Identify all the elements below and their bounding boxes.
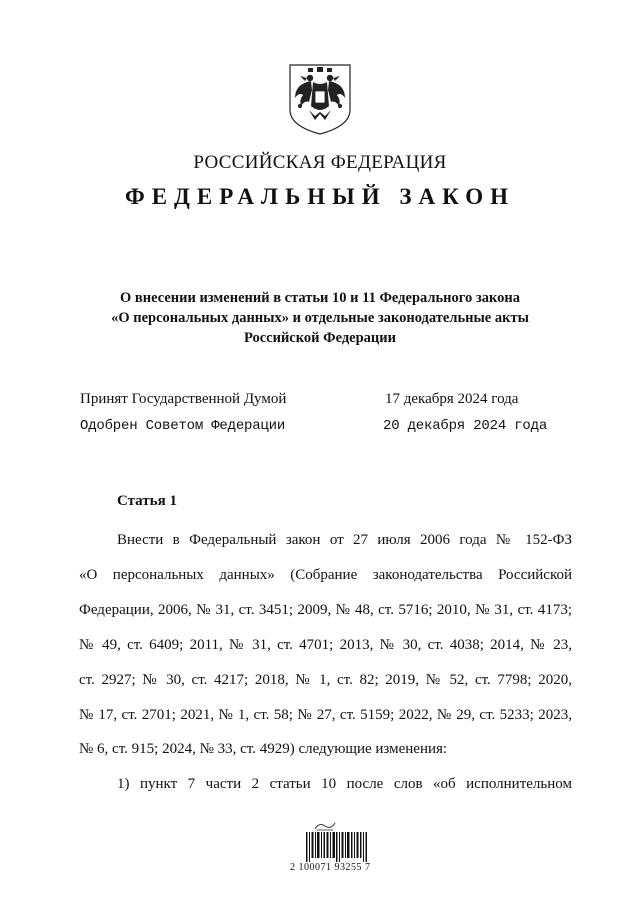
law-title-line: Российской Федерации [243, 330, 396, 346]
article-text-line: № 17, ст. 2701; 2021, № 1, ст. 58; № 27, ст. 5159; 2022, № 29, ст. 5233; 2023, [79, 707, 572, 723]
article-heading: Статья 1 [117, 493, 177, 509]
article-text-line: 1) пункт 7 части 2 статьи 10 после слов «об исполнительном [117, 776, 572, 792]
article-text-line: № 49, ст. 6409; 2011, № 31, ст. 4701; 2013, № 30, ст. 4038; 2014, № 23, [79, 637, 572, 653]
law-title-line: О внесении изменений в статьи 10 и 11 Федерального закона [120, 290, 520, 306]
barcode-icon [306, 832, 368, 862]
article-text-line: ст. 2927; № 30, ст. 4217; 2018, № 1, ст. 82; 2019, № 52, ст. 7798; 2020, [79, 672, 572, 688]
document-type: ФЕДЕРАЛЬНЫЙ ЗАКОН [124, 184, 516, 209]
law-title [80, 288, 560, 348]
council-approval-date: 20 декабря 2024 года [383, 418, 548, 434]
barcode-number: 2 100071 93255 7 [290, 862, 371, 873]
duma-adoption-label: Принят Государственной Думой [80, 391, 287, 407]
article-text-line: № 6, ст. 915; 2024, № 33, ст. 4929) следующие изменения: [79, 741, 448, 757]
article-text-line: Федерации, 2006, № 31, ст. 3451; 2009, № 48, ст. 5716; 2010, № 31, ст. 4173; [79, 602, 572, 618]
article-text-line: Внести в Федеральный закон от 27 июля 2006 года № 152-ФЗ [117, 532, 572, 548]
ornament-icon [313, 821, 337, 831]
coat-of-arms-icon [287, 62, 353, 136]
council-approval-label: Одобрен Советом Федерации [80, 418, 286, 434]
article-text-line: «О персональных данных» (Собрание законодательства Российской [79, 567, 572, 583]
country-name: РОССИЙСКАЯ ФЕДЕРАЦИЯ [193, 152, 447, 173]
duma-adoption-date: 17 декабря 2024 года [385, 391, 519, 407]
law-title-line: «О персональных данных» и отдельные законодательные акты [111, 310, 529, 326]
